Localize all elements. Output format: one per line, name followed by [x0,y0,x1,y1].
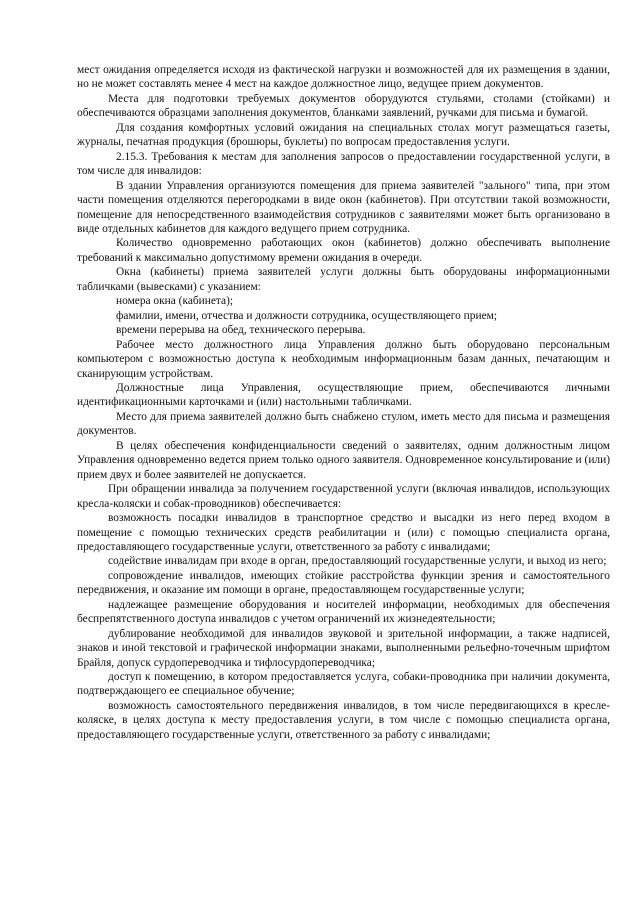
list-item-wheelchair: возможность самостоятельного передвижения инвалидов, в том числе передвигающихся в кресле-коляске, в целях доступа к месту предоставления услуги, в том числе с помощью специалиста органа, предоставляющего государственные услуги, ответственного за работу с инвалидами; [77,699,610,741]
paragraph-hall-type: В здании Управления организуются помещения для приема заявителей "зального" типа, при этом части помещения отделяются перегородками в виде окон (кабинетов). При отсутствии такой возможности, помещение для непосредственного взаимодействия сотрудников с заявителями может быть организовано в виде отдельных кабинетов для каждого ведущего прием сотрудника. [77,179,610,235]
paragraph-reception-place: Место для приема заявителей должно быть снабжено стулом, иметь место для письма и размещения документов. [77,410,610,438]
list-item-braille: дублирование необходимой для инвалидов звуковой и зрительной информации, а также надписей, знаков и иной текстовой и графической информации знаками, выполненными рельефно-точечным шрифтом Брайля, допуск сурдопереводчика и тифлосурдопереводчика; [77,627,610,669]
paragraph-continuation: мест ожидания определяется исходя из фактической нагрузки и возможностей для их размещения в здании, но не может составлять менее 4 мест на каждое должностное лицо, ведущее прием документов. [77,64,610,91]
paragraph-comfort: Для создания комфортных условий ожидания на специальных столах могут размещаться газеты, журналы, печатная продукция (брошюры, буклеты) по вопросам предоставления услуги. [77,121,610,149]
paragraph-id-cards: Должностные лица Управления, осуществляющие прием, обеспечиваются личными идентификационными карточками и (или) настольными табличками. [77,381,610,409]
list-item-equipment: надлежащее размещение оборудования и носителей информации, необходимых для обеспечения беспрепятственного доступа инвалидов с учетом ограничений их жизнедеятельности; [77,598,610,626]
list-item-escort: сопровождение инвалидов, имеющих стойкие расстройства функции зрения и самостоятельного передвижения, и оказание им помощи в органе, предоставляющем государственные услуги; [77,569,610,597]
paragraph-confidentiality: В целях обеспечения конфиденциальности сведений о заявителях, одним должностным лицом Управления одновременно ведется прием только одного заявителя. Одновременное консультирование и (или) прием двух и более заявителей не допускается. [77,439,610,481]
list-item-break-time: времени перерыва на обед, технического перерыва. [116,324,366,337]
paragraph-disabled-access: При обращении инвалида за получением государственной услуги (включая инвалидов, использующих кресла-коляски и собак-проводников) обеспечивается: [77,483,610,510]
list-item-window-number: номера окна (кабинета); [116,295,234,308]
paragraph-windows-count: Количество одновременно работающих окон (кабинетов) должно обеспечивать выполнение требований к максимально допустимому времени ожидания в очереди. [77,237,610,264]
list-item-transport: возможность посадки инвалидов в транспортное средство и высадки из него перед входом в помещение с помощью технических средств реабилитации и (или) с помощью специалиста органа, предоставляющего государственные услуги, ответственного за работу с инвалидами; [77,512,610,553]
paragraph-windows-plates: Окна (кабинеты) приема заявителей услуги должны быть оборудованы информационными табличками (вывесками) с указанием: [77,266,610,293]
paragraph-section-2-15-3: 2.15.3. Требования к местам для заполнения запросов о предоставлении государственной услуги, в том числе для инвалидов: [77,150,610,178]
list-item-employee-name: фамилии, имени, отчества и должности сотрудника, осуществляющего прием; [116,309,498,322]
list-item-entry-assist: содействие инвалидам при входе в орган, предоставляющий государственные услуги, и выход из него; [108,555,607,568]
paragraph-workplace: Рабочее место должностного лица Управления должно быть оборудовано персональным компьютером с возможностью доступа к необходимым информационным базам данных, печатающим и сканирующим устройствам. [77,338,610,380]
paragraph-documents-prep: Места для подготовки требуемых документов оборудуются стульями, столами (стойками) и обеспечиваются образцами заполнения документов, бланками заявлений, ручками для письма и бумагой. [77,92,610,120]
list-item-guide-dog: доступ к помещению, в котором предоставляется услуга, собаки-проводника при наличии документа, подтверждающего ее специальное обучение; [77,671,610,698]
